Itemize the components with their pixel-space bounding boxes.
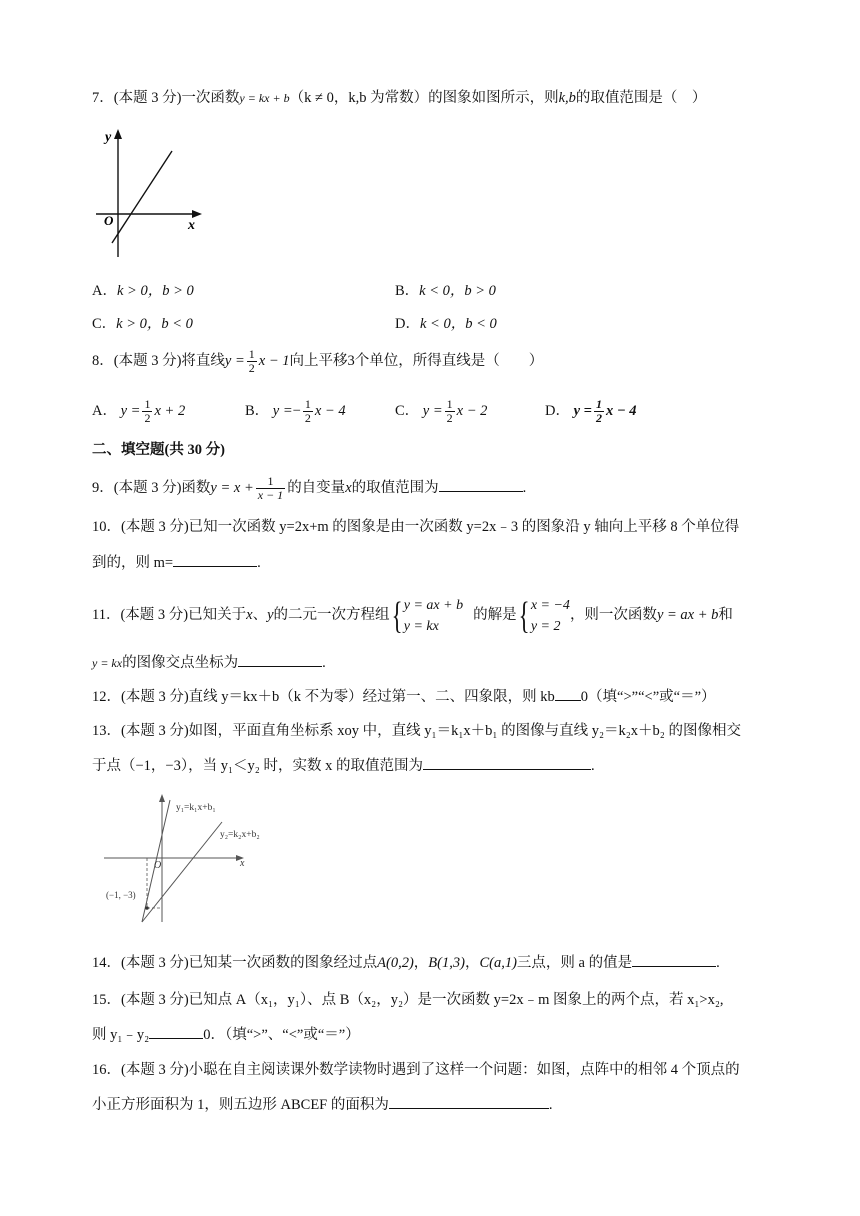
- q10-line1: 10．(本题 3 分)已知一次函数 y=2x+m 的图象是由一次函数 y=2x﹣3 的图象沿 y 轴向上平移 8 个单位得: [92, 519, 740, 535]
- q7-graph: [92, 125, 207, 260]
- q11-answer-blank[interactable]: [238, 652, 322, 667]
- q9-stem: 9．(本题 3 分)函数y = x + $\frac{1}{x - 1}$ 的自变量x的取值范围为 .: [92, 474, 527, 502]
- q7-x-label: x: [188, 218, 195, 233]
- q7-stem: 7．(本题 3 分)一次函数y = kx + b（k ≠ 0，k,b 为常数）的图象如图所示，则k,b的取值范围是（ ）: [92, 90, 707, 106]
- q13-line2: 于点（−1，−3），当 y₁＜y₂ 时，实数 x 的取值范围为 .: [92, 755, 595, 776]
- q13-graph: [100, 788, 280, 928]
- q7-option-d[interactable]: D．k < 0，b < 0: [395, 316, 497, 332]
- q13-point-label: (−1, −3): [106, 890, 136, 900]
- q11-line2: y = kx的图像交点坐标为 .: [92, 652, 326, 673]
- q7-y-label: y: [105, 130, 112, 145]
- q16-line1: 16．(本题 3 分)小聪在自主阅读课外数学读物时遇到了这样一个问题：如图，点阵中的相邻 4 个顶点的: [92, 1062, 740, 1078]
- q8-stem: 8．(本题 3 分)将直线y = $\frac{1}{2}$ x − 1向上平移3个单位，所得直线是（ ）: [92, 347, 544, 375]
- q8-option-d[interactable]: D． y = $\frac{1}{2}$ x − 4: [545, 397, 637, 425]
- q15-line2: 则 y₁﹣y₂ 0．（填“>”、“<”或“＝”）: [92, 1024, 360, 1045]
- q13-line1-label: y₁=k₁x+b₁: [176, 803, 216, 813]
- q11-stem: 11．(本题 3 分)已知关于x、y的二元一次方程组{ y = ax + b y = kx 的解是{ x = −4 y = 2 ，则一次函数y = ax + b和: [92, 594, 733, 637]
- q7-option-c[interactable]: C．k > 0，b < 0: [92, 316, 193, 332]
- q13-line1: 13．(本题 3 分)如图，平面直角坐标系 xoy 中，直线 y₁＝k₁x＋b₁ 的图像与直线 y₂＝k₂x＋b₂ 的图像相交: [92, 723, 741, 739]
- q8-option-b[interactable]: B． y =− $\frac{1}{2}$ x − 4: [245, 397, 346, 425]
- q8-option-c[interactable]: C． y = $\frac{1}{2}$ x − 2: [395, 397, 488, 425]
- q16-answer-blank[interactable]: [389, 1094, 549, 1109]
- q7-origin-label: O: [104, 213, 114, 228]
- q14-answer-blank[interactable]: [632, 952, 716, 967]
- q10-line2: 到的，则 m= .: [92, 552, 261, 573]
- q13-origin-label: O: [154, 860, 162, 871]
- q12-answer-blank[interactable]: [555, 686, 581, 701]
- q10-answer-blank[interactable]: [173, 552, 257, 567]
- q13-line2-label: y₂=k₂x+b₂: [220, 830, 260, 840]
- q12-stem: 12．(本题 3 分)直线 y＝kx＋b（k 不为零）经过第一、二、四象限，则 kb 0（填“>”“<”或“＝”）: [92, 686, 716, 707]
- q13-answer-blank[interactable]: [423, 755, 591, 770]
- q13-x-label: x: [240, 858, 245, 869]
- q14-stem: 14．(本题 3 分)已知某一次函数的图象经过点A(0,2)，B(1,3)，C(a,1)三点，则 a 的值是 .: [92, 952, 720, 973]
- q9-answer-blank[interactable]: [439, 477, 523, 492]
- q7-option-a[interactable]: A．k > 0，b > 0: [92, 283, 194, 299]
- q7-option-b[interactable]: B．k < 0，b > 0: [395, 283, 496, 299]
- q15-line1: 15．(本题 3 分)已知点 A（x₁，y₁）、点 B（x₂，y₂）是一次函数 y=2x﹣m 图象上的两个点，若 x₁>x₂,: [92, 992, 724, 1008]
- q16-line2: 小正方形面积为 1，则五边形 ABCEF 的面积为 .: [92, 1094, 552, 1115]
- section-2-title: 二、填空题(共 30 分): [92, 442, 225, 458]
- q15-answer-blank[interactable]: [149, 1024, 203, 1039]
- q8-option-a[interactable]: A． y = $\frac{1}{2}$ x + 2: [92, 397, 186, 425]
